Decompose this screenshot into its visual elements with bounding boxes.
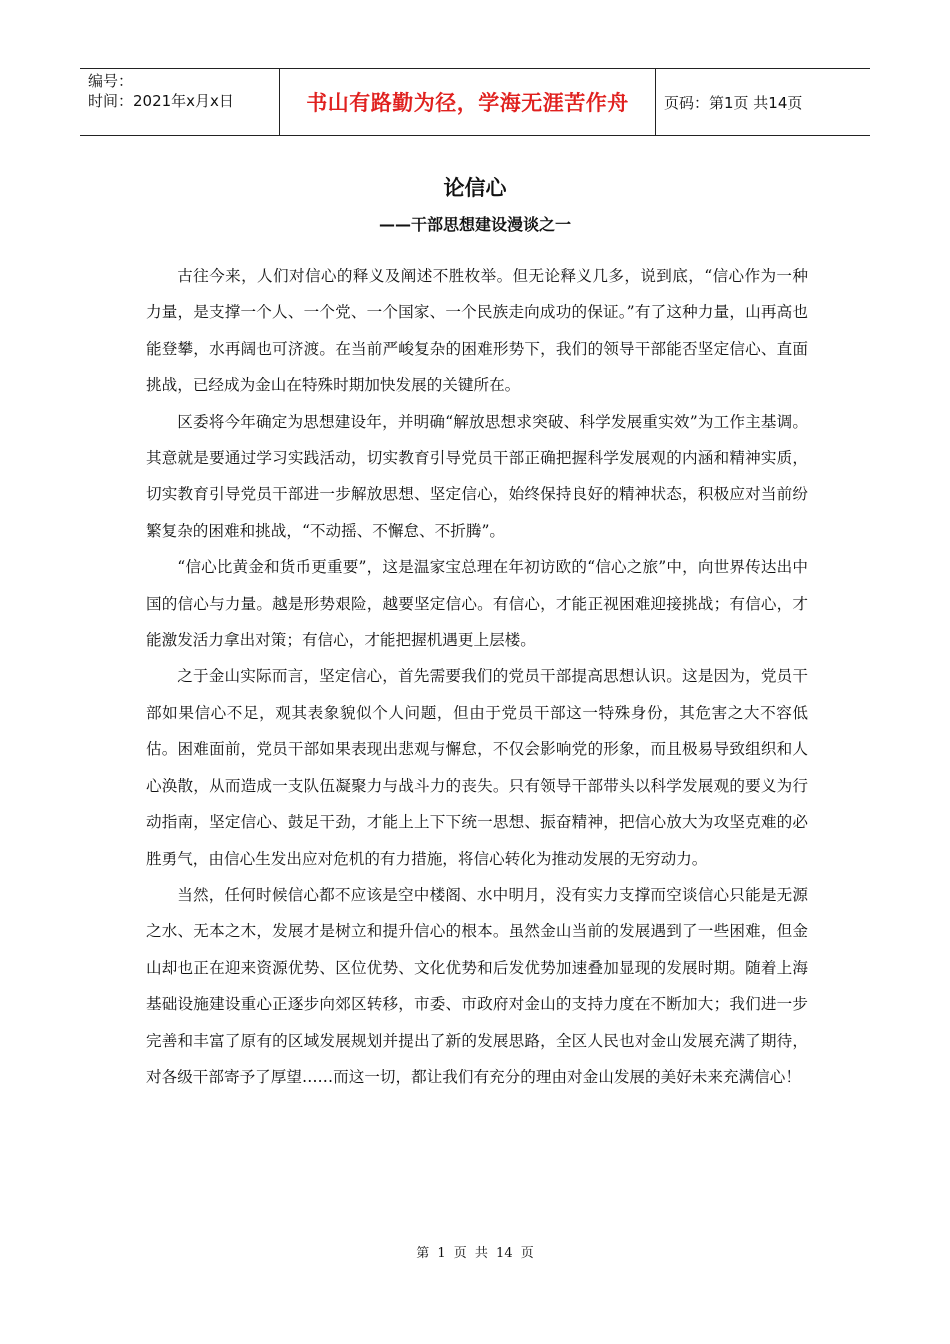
header-page-info: 页码：第1页 共14页: [664, 93, 803, 112]
page-footer: 第 1 页 共 14 页: [416, 1246, 534, 1261]
document-number-label: 编号：: [88, 72, 134, 90]
body-paragraph: 之于金山实际而言，坚定信心，首先需要我们的党员干部提高思想认识。这是因为，党员干部如果信心不足，观其表象貌似个人问题，但由于党员干部这一特殊身份，其危害之大不容低估。困难面前，党员干部如果表现出悲观与懈怠，不仅会影响党的形象，而且极易导致组织和人心涣散，从而造成一支队伍凝聚力与战斗力的丧失。只有领导干部带头以科学发展观的要义为行动指南，坚定信心、鼓足干劲，才能上上下下统一思想、振奋精神，把信心放大为攻坚克难的必胜勇气，由信心生发出应对危机的有力措施，将信心转化为推动发展的无穷动力。: [146, 667, 808, 868]
body-paragraph: 区委将今年确定为思想建设年，并明确“解放思想求突破、科学发展重实效”为工作主基调。其意就是要通过学习实践活动，切实教育引导党员干部正确把握科学发展观的内涵和精神实质，切实教育引导党员干部进一步解放思想、坚定信心，始终保持良好的精神状态，积极应对当前纷繁复杂的困难和挑战，“不动摇、不懈怠、不折腾”。: [146, 412, 808, 540]
document-subtitle: ——干部思想建设漫谈之一: [378, 215, 571, 234]
document-date-label: 时间：2021年x月x日: [88, 92, 234, 110]
header-meta-cell: [80, 69, 280, 135]
body-paragraph: 当然，任何时候信心都不应该是空中楼阁、水中明月，没有实力支撑而空谈信心只能是无源之水、无本之木，发展才是树立和提升信心的根本。虽然金山当前的发展遇到了一些困难，但金山却也正在迎来资源优势、区位优势、文化优势和后发优势加速叠加显现的发展时期。随着上海基础设施建设重心正逐步向郊区转移，市委、市政府对金山的支持力度在不断加大；我们进一步完善和丰富了原有的区域发展规划并提出了新的发展思路，全区人民也对金山发展充满了期待，对各级干部寄予了厚望……而这一切，都让我们有充分的理由对金山发展的美好未来充满信心！: [146, 885, 808, 1086]
document-body: [146, 258, 808, 1095]
body-paragraph: “信心比黄金和货币更重要”，这是温家宝总理在年初访欧的“信心之旅”中，向世界传达出中国的信心与力量。越是形势艰险，越要坚定信心。有信心，才能正视困难迎接挑战；有信心，才能激发活力拿出对策；有信心，才能把握机遇更上层楼。: [146, 558, 808, 650]
header-motto-cell: [280, 69, 656, 135]
document-title: 论信心: [443, 176, 507, 200]
header-motto: 书山有路勤为径，学海无涯苦作舟: [306, 91, 629, 115]
header-table: [80, 68, 870, 136]
header-page-cell: [656, 69, 870, 135]
body-paragraph: 古往今来，人们对信心的释义及阐述不胜枚举。但无论释义几多，说到底，“信心作为一种力量，是支撑一个人、一个党、一个国家、一个民族走向成功的保证。”有了这种力量，山再高也能登攀，水再阔也可济渡。在当前严峻复杂的困难形势下，我们的领导干部能否坚定信心、直面挑战，已经成为金山在特殊时期加快发展的关键所在。: [146, 267, 808, 395]
